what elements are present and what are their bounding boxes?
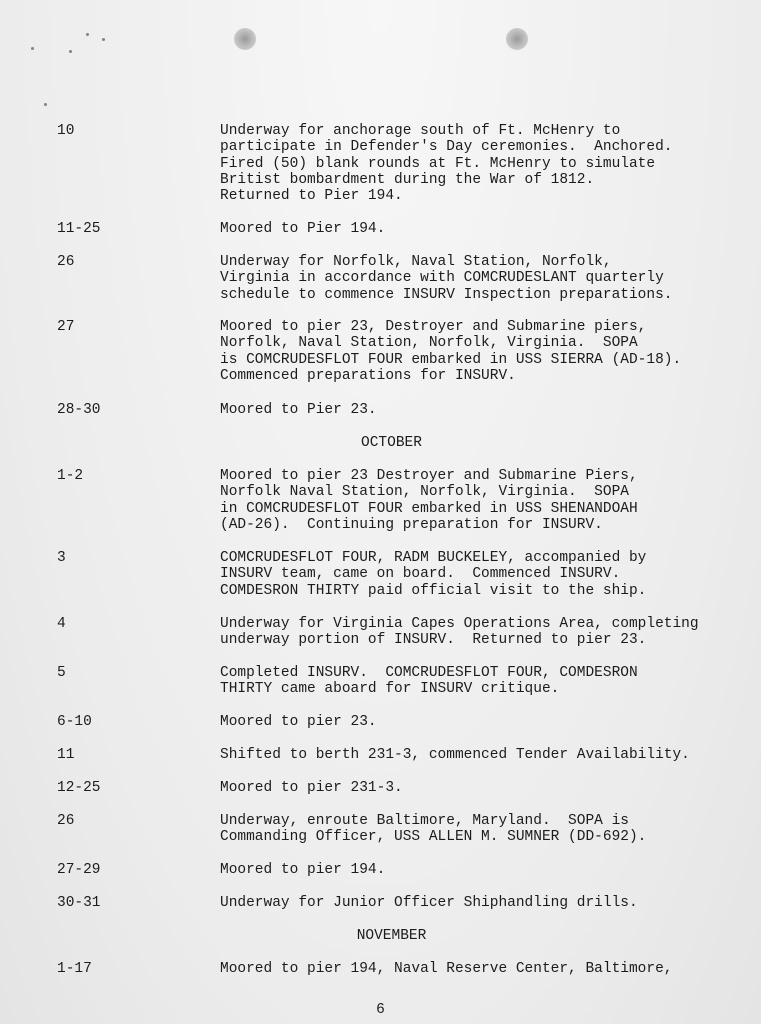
entry-text: COMCRUDESFLOT FOUR, RADM BUCKELEY, accompanied by INSURV team, came on board. Commenced INSURV. COMDESRON THIRTY paid official visit to the ship. <box>220 550 647 599</box>
entry-text: Moored to Pier 194. <box>220 221 386 237</box>
entry-date: 27-29 <box>57 862 101 878</box>
entry-text: Moored to Pier 23. <box>220 402 377 418</box>
scan-speck <box>44 103 47 106</box>
entry-date: 28-30 <box>57 402 101 418</box>
entry-text: Underway for Norfolk, Naval Station, Norfolk, Virginia in accordance with COMCRUDESLANT quarterly schedule to commence INSURV Inspection preparations. <box>220 254 673 303</box>
entry-date: 6-10 <box>57 714 92 730</box>
entry-date: 27 <box>57 319 75 335</box>
entry-date: 1-2 <box>57 468 84 484</box>
month-heading-october: OCTOBER <box>361 435 422 451</box>
scan-speck <box>31 47 34 50</box>
punch-hole-left <box>234 28 256 50</box>
entry-text: Moored to pier 194, Naval Reserve Center, Baltimore, <box>220 961 673 977</box>
entry-text: Moored to pier 23. <box>220 714 377 730</box>
entry-text: Moored to pier 23, Destroyer and Submarine piers, Norfolk, Naval Station, Norfolk, Virginia. SOPA is COMCRUDESFLOT FOUR embarked in USS SIERRA (AD-18). Commenced preparations for INSURV. <box>220 319 682 384</box>
month-heading-november: NOVEMBER <box>356 928 427 944</box>
entry-text: Moored to pier 23 Destroyer and Submarine Piers, Norfolk Naval Station, Norfolk, Virginia. SOPA in COMCRUDESFLOT FOUR embarked in USS SHENANDOAH (AD-26). Continuing preparation for INSURV. <box>220 468 638 533</box>
punch-hole-right <box>506 28 528 50</box>
entry-text: Underway, enroute Baltimore, Maryland. SOPA is Commanding Officer, USS ALLEN M. SUMNER (DD-692). <box>220 813 647 846</box>
scan-speck <box>102 38 105 41</box>
entry-text: Underway for Virginia Capes Operations Area, completing underway portion of INSURV. Returned to pier 23. <box>220 616 699 649</box>
entry-date: 11 <box>57 747 75 763</box>
entry-text: Completed INSURV. COMCRUDESFLOT FOUR, COMDESRON THIRTY came aboard for INSURV critique. <box>220 665 638 698</box>
entry-text: Shifted to berth 231-3, commenced Tender Availability. <box>220 747 690 763</box>
entry-date: 26 <box>57 254 75 270</box>
entry-date: 12-25 <box>57 780 101 796</box>
scan-speck <box>86 33 89 36</box>
entry-text: Underway for Junior Officer Shiphandling drills. <box>220 895 638 911</box>
page-number: 6 <box>376 1002 385 1018</box>
entry-date: 4 <box>57 616 66 632</box>
entry-date: 1-17 <box>57 961 92 977</box>
entry-text: Underway for anchorage south of Ft. McHenry to participate in Defender's Day ceremonies. Anchored. Fired (50) blank rounds at Ft. McHenry to simulate Britist bombardment during the War of 1812. Returned to Pier 194. <box>220 123 673 205</box>
entry-date: 10 <box>57 123 75 139</box>
entry-date: 26 <box>57 813 75 829</box>
entry-date: 3 <box>57 550 66 566</box>
entry-text: Moored to pier 194. <box>220 862 386 878</box>
entry-date: 5 <box>57 665 66 681</box>
entry-date: 11-25 <box>57 221 101 237</box>
entry-text: Moored to pier 231-3. <box>220 780 403 796</box>
entry-date: 30-31 <box>57 895 101 911</box>
scan-speck <box>69 50 72 53</box>
